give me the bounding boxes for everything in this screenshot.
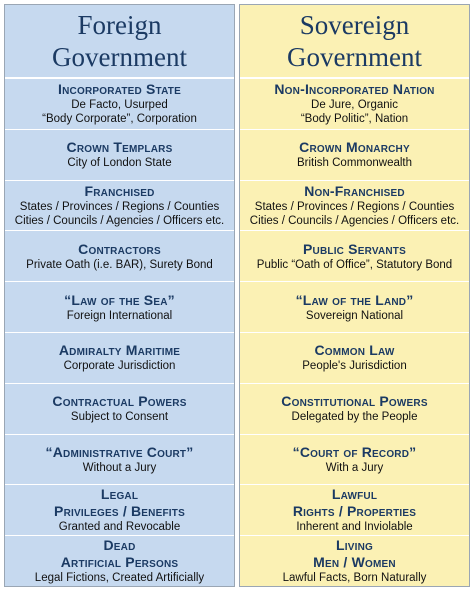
cell-title: “Law of the Land” — [295, 291, 414, 308]
cell-description: Inherent and Inviolable — [296, 521, 413, 534]
cell-title: Non-Incorporated Nation — [274, 81, 435, 98]
table-cell — [240, 484, 469, 535]
cell-description: Foreign International — [66, 309, 173, 322]
cell-title: Incorporated State — [58, 81, 181, 98]
column-header-line: Government — [287, 42, 422, 72]
table-cell — [5, 434, 234, 485]
table-cell — [240, 535, 469, 586]
cell-title: Living — [336, 537, 373, 554]
cell-description: Cities / Councils / Agencies / Officers etc. — [14, 214, 225, 227]
cell-description: British Commonwealth — [296, 157, 413, 170]
cell-description: Public “Oath of Office”, Statutory Bond — [256, 258, 453, 271]
cell-title: “Administrative Court” — [45, 443, 194, 460]
cell-title: Dead — [103, 537, 136, 554]
table-cell — [5, 332, 234, 383]
cell-description: Legal Fictions, Created Artificially — [34, 572, 205, 585]
column-header — [5, 5, 234, 78]
column-header-line: Government — [52, 42, 187, 72]
cell-title: Non-Franchised — [304, 182, 405, 199]
foreign-government-column — [4, 4, 235, 587]
cell-title: Artificial Persons — [60, 554, 179, 571]
cell-title: Common Law — [314, 342, 395, 359]
table-cell — [240, 78, 469, 129]
cell-title: “Court of Record” — [292, 443, 417, 460]
cell-description: People's Jurisdiction — [302, 360, 407, 373]
cell-title: Admiralty Maritime — [58, 342, 181, 359]
cell-title: Privileges / Benefits — [54, 503, 185, 520]
cell-description: “Body Corporate”, Corporation — [42, 113, 197, 126]
cell-title: Crown Monarchy — [299, 139, 410, 156]
cell-description: States / Provinces / Regions / Counties — [254, 200, 455, 213]
table-cell — [240, 332, 469, 383]
cell-title: Crown Templars — [66, 139, 173, 156]
table-cell — [240, 281, 469, 332]
column-header-line: Sovereign — [299, 10, 410, 40]
table-cell — [5, 281, 234, 332]
table-cell — [240, 383, 469, 434]
cell-description: With a Jury — [325, 461, 384, 474]
cell-title: Contractors — [78, 240, 161, 257]
cell-description: Cities / Councils / Agencies / Officers etc. — [249, 214, 460, 227]
table-cell — [5, 535, 234, 586]
cell-description: Without a Jury — [82, 461, 157, 474]
table-cell — [240, 180, 469, 231]
cell-description: Delegated by the People — [291, 411, 418, 424]
cell-description: City of London State — [67, 157, 172, 170]
table-cell — [240, 434, 469, 485]
cell-title: Men / Women — [313, 554, 396, 571]
column-header-line: Foreign — [77, 10, 162, 40]
cell-description: Corporate Jurisdiction — [63, 360, 176, 373]
table-cell — [5, 180, 234, 231]
cell-title: “Law of the Sea” — [64, 291, 175, 308]
table-cell — [5, 383, 234, 434]
cell-description: States / Provinces / Regions / Counties — [19, 200, 220, 213]
cell-title: Legal — [100, 486, 139, 503]
cell-title: Rights / Properties — [292, 503, 417, 520]
cell-title: Lawful — [331, 486, 378, 503]
cell-title: Public Servants — [303, 240, 406, 257]
column-header — [240, 5, 469, 78]
cell-description: De Jure, Organic — [311, 99, 398, 112]
sovereign-government-column — [239, 4, 470, 587]
cell-description: “Body Politic”, Nation — [300, 113, 409, 126]
table-cell — [5, 129, 234, 180]
cell-title: Franchised — [84, 182, 155, 199]
cell-description: Sovereign National — [305, 309, 404, 322]
cell-description: Subject to Consent — [70, 411, 169, 424]
comparison-table — [4, 4, 470, 587]
table-cell — [5, 484, 234, 535]
table-cell — [240, 129, 469, 180]
cell-description: Lawful Facts, Born Naturally — [282, 572, 427, 585]
cell-description: Private Oath (i.e. BAR), Surety Bond — [26, 258, 213, 271]
cell-description: Granted and Revocable — [58, 521, 181, 534]
cell-title: Contractual Powers — [52, 393, 187, 410]
table-cell — [5, 78, 234, 129]
table-cell — [5, 230, 234, 281]
cell-description: De Facto, Usurped — [71, 99, 168, 112]
cell-title: Constitutional Powers — [281, 393, 428, 410]
table-cell — [240, 230, 469, 281]
